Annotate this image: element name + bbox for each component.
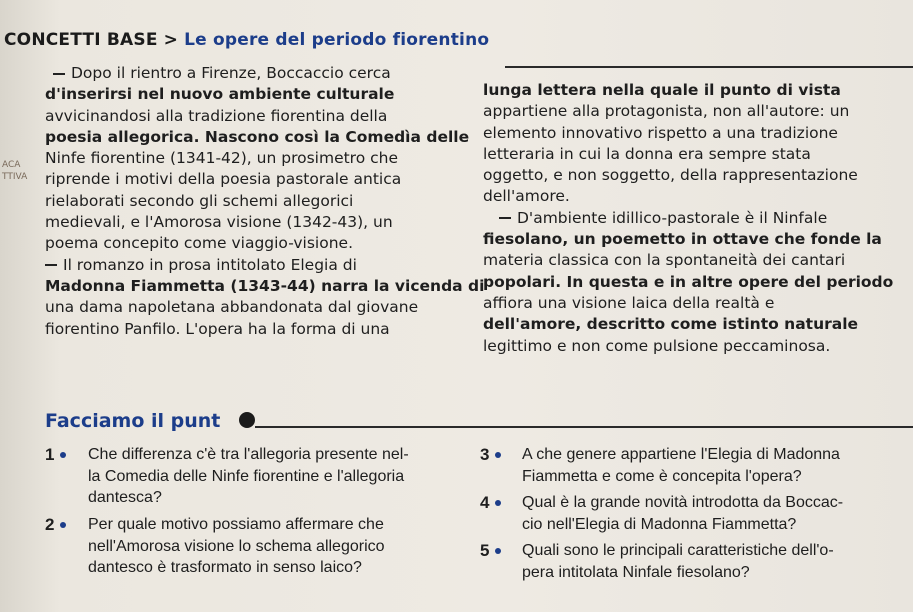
- dash-marker: [499, 217, 511, 219]
- paragraph-line: dell'amore, descritto come istinto naturale: [483, 315, 859, 334]
- question-line: nell'Amorosa visione lo schema allegorico: [88, 537, 385, 555]
- margin-label: ACA: [2, 160, 21, 170]
- question-line: Quali sono le principali caratteristiche dell'o-: [522, 542, 834, 559]
- margin-strip: [0, 60, 40, 220]
- right-column: [483, 80, 908, 357]
- dash-marker: [45, 264, 57, 266]
- question-number: 2: [45, 515, 55, 534]
- paragraph-line: una dama napoletana abbandonata dal giovane: [45, 298, 419, 317]
- question-line: dantesca?: [88, 489, 162, 506]
- paragraph-line: medievali, e l'Amorosa visione (1342-43), un: [45, 213, 393, 232]
- question-5: [480, 540, 905, 583]
- section-title: Facciamo il punt: [45, 410, 221, 432]
- question-line: cio nell'Elegia di Madonna Fiammetta?: [522, 515, 797, 533]
- chevron-right-icon: >: [163, 30, 179, 50]
- paragraph-line: Madonna Fiammetta (1343-44) narra la vicenda di: [45, 276, 485, 295]
- section-dot-icon: [239, 412, 255, 428]
- bullet-icon: [495, 500, 501, 506]
- paragraph-line: riprende i motivi della poesia pastorale antica: [45, 170, 402, 189]
- paragraph-line: Il romanzo in prosa intitolato Elegia di: [45, 255, 465, 276]
- question-3: [480, 444, 905, 487]
- question-line: Che differenza c'è tra l'allegoria presente nel-: [88, 446, 409, 463]
- question-line: Per quale motivo possiamo affermare che: [88, 516, 384, 533]
- question-number: 4: [480, 493, 490, 512]
- paragraph-line: Ninfe fiorentine (1341-42), un prosimetro che: [45, 149, 399, 168]
- question-1: [45, 444, 465, 509]
- paragraph-line: Dopo il rientro a Firenze, Boccaccio cerca: [45, 63, 465, 84]
- paragraph-line: avvicinandosi alla tradizione fiorentina della: [45, 106, 388, 125]
- paragraph-line: affiora una visione laica della realtà e: [483, 293, 775, 312]
- paragraph-line: D'ambiente idillico-pastorale è il Ninfale: [483, 208, 908, 229]
- paragraph-line: appartiene alla protagonista, non all'autore: un: [483, 102, 850, 121]
- paragraph-line: lunga lettera nella quale il punto di vista: [483, 81, 841, 99]
- question-line: Fiammetta e come è concepita l'opera?: [522, 467, 802, 485]
- paragraph-line: popolari. In questa e in altre opere del periodo: [483, 272, 894, 291]
- question-line: pera intitolata Ninfale fiesolano?: [522, 563, 750, 581]
- dash-marker: [53, 73, 65, 75]
- paragraph-line: poesia allegorica. Nascono così la Comedìa delle: [45, 127, 470, 146]
- paragraph-line: letteraria in cui la donna era sempre stata: [483, 144, 811, 163]
- question-number: 5: [480, 541, 490, 560]
- page-header: [4, 30, 489, 50]
- question-number: 1: [45, 445, 55, 464]
- paragraph-line: rielaborati secondo gli schemi allegorici: [45, 191, 354, 210]
- question-line: A che genere appartiene l'Elegia di Madonna: [522, 446, 840, 463]
- question-number: 3: [480, 445, 490, 464]
- page-title: Le opere del periodo fiorentino: [184, 30, 490, 50]
- section-rule: [255, 426, 913, 428]
- paragraph-line: materia classica con la spontaneità dei cantari: [483, 251, 846, 270]
- paragraph-line: fiorentino Panfilo. L'opera ha la forma di una: [45, 319, 390, 338]
- question-line: la Comedia delle Ninfe fiorentine e l'allegoria: [88, 467, 405, 485]
- paragraph-line: elemento innovativo rispetto a una tradizione: [483, 123, 838, 142]
- margin-label: TTIVA: [2, 172, 28, 182]
- question-2: [45, 514, 465, 579]
- breadcrumb: CONCETTI BASE: [4, 30, 158, 50]
- bullet-icon: [495, 548, 501, 554]
- bullet-icon: [60, 522, 66, 528]
- paragraph-line: fiesolano, un poemetto in ottave che fonde la: [483, 230, 882, 249]
- question-4: [480, 492, 905, 535]
- paragraph-line: legittimo e non come pulsione peccaminosa.: [483, 336, 831, 355]
- bullet-icon: [60, 452, 66, 458]
- paragraph-line: oggetto, e non soggetto, della rappresentazione: [483, 166, 858, 185]
- question-line: Qual è la grande novità introdotta da Boccac-: [522, 494, 844, 511]
- paragraph-line: d'inserirsi nel nuovo ambiente culturale: [45, 85, 395, 104]
- bullet-icon: [495, 452, 501, 458]
- paragraph-line: poema concepito come viaggio-visione.: [45, 234, 354, 253]
- header-rule: [505, 66, 913, 68]
- left-column: [45, 63, 485, 340]
- question-line: dantesco è trasformato in senso laico?: [88, 559, 362, 576]
- paragraph-line: dell'amore.: [483, 187, 570, 206]
